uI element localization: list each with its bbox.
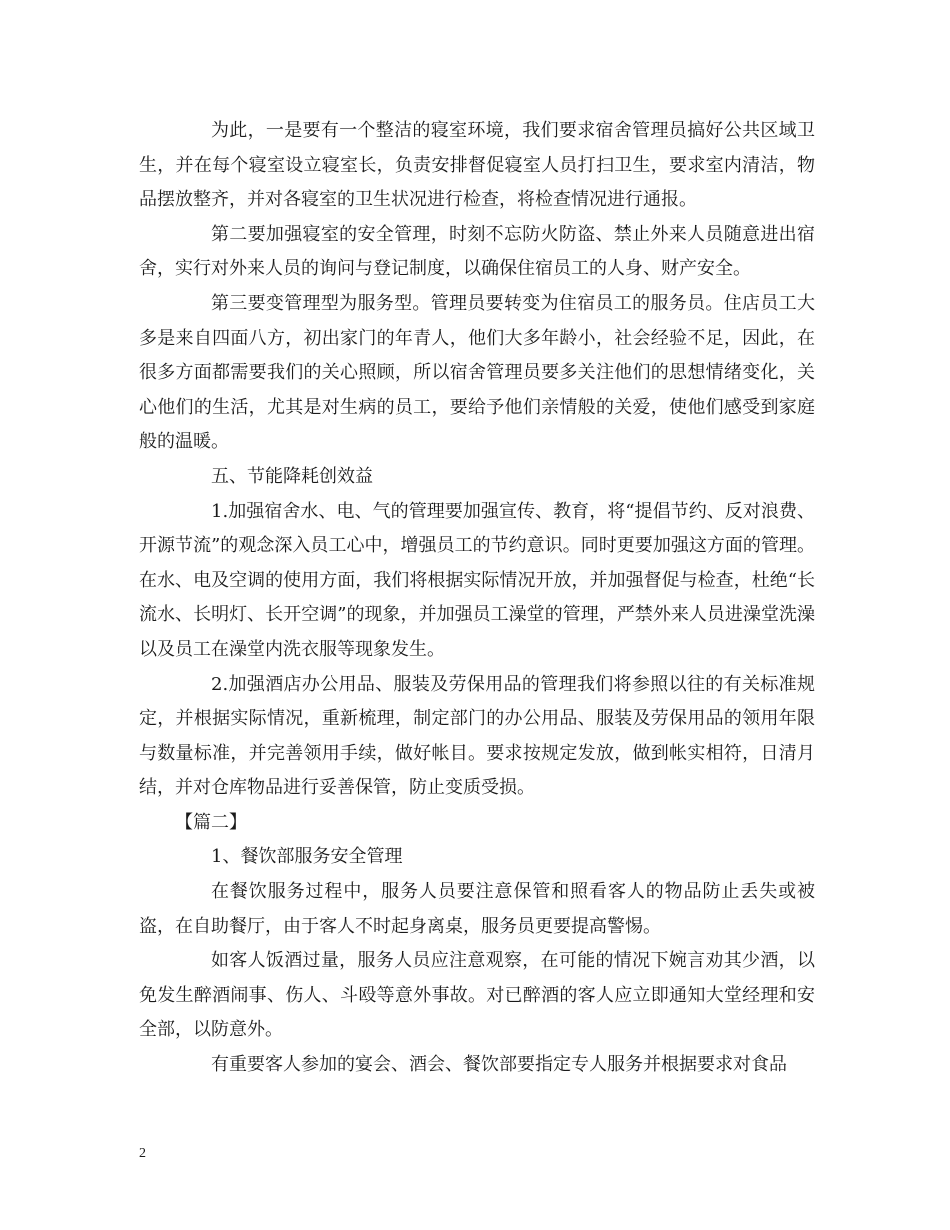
paragraph-dorm-safety: 第二要加强寝室的安全管理，时刻不忘防火防盗、禁止外来人员随意进出宿舍，实行对外来人员的询问与登记制度，以确保住宿员工的人身、财产安全。 bbox=[139, 223, 815, 280]
part-heading-two: 【篇二】 bbox=[175, 811, 247, 833]
paragraph-utilities-management: 1.加强宿舍水、电、气的管理要加强宣传、教育，将“提倡节约、反对浪费、开源节流”的观念深入员工心中，增强员工的节约意识。同时更要加强这方面的管理。在水、电及空调的使用方面，我们将根据实际情况开放，并加强督促与检查，杜绝“长流水、长明灯、长开空调”的现象，并加强员工澡堂的管理，严禁外来人员进澡堂洗澡以及员工在澡堂内洗衣服等现象发生。 bbox=[139, 500, 815, 660]
section-heading-energy-saving: 五、节能降耗创效益 bbox=[211, 465, 373, 487]
paragraph-intoxicated-guests: 如客人饭酒过量，服务人员应注意观察，在可能的情况下婉言劝其少酒，以免发生醉酒闹事、伤人、斗殴等意外事故。对已醉酒的客人应立即通知大堂经理和安全部，以防意外。 bbox=[139, 950, 815, 1041]
page-number: 2 bbox=[139, 1146, 146, 1161]
paragraph-supplies-management: 2.加强酒店办公用品、服装及劳保用品的管理我们将参照以往的有关标准规定，并根据实际情况，重新梳理，制定部门的办公用品、服装及劳保用品的领用年限与数量标准，并完善领用手续，做好帐目。要求按规定发放，做到帐实相符，日清月结，并对仓库物品进行妥善保管，防止变质受损。 bbox=[139, 673, 815, 799]
paragraph-dorm-hygiene: 为此，一是要有一个整洁的寝室环境，我们要求宿舍管理员搞好公共区域卫生，并在每个寝室设立寝室长，负责安排督促寝室人员打扫卫生，要求室内清洁，物品摆放整齐，并对各寝室的卫生状况进行检查，将检查情况进行通报。 bbox=[139, 120, 815, 211]
paragraph-guest-belongings: 在餐饮服务过程中，服务人员要注意保管和照看客人的物品防止丢失或被盗，在自助餐厅，由于客人不时起身离桌，服务员更要提高警惕。 bbox=[139, 881, 815, 937]
document-body bbox=[139, 114, 815, 1083]
paragraph-service-oriented: 第三要变管理型为服务型。管理员要转变为住宿员工的服务员。住店员工大多是来自四面八方，初出家门的年青人，他们大多年龄小，社会经验不足，因此，在很多方面都需要我们的关心照顾，所以宿舍管理员要多关注他们的思想情绪变化，关心他们的生活，尤其是对生病的员工，要给予他们亲情般的关爱，使他们感受到家庭般的温暖。 bbox=[139, 292, 815, 453]
paragraph-vip-banquets: 有重要客人参加的宴会、酒会、餐饮部要指定专人服务并根据要求对食品 bbox=[211, 1054, 787, 1076]
section-heading-catering-safety: 1、餐饮部服务安全管理 bbox=[211, 846, 403, 868]
